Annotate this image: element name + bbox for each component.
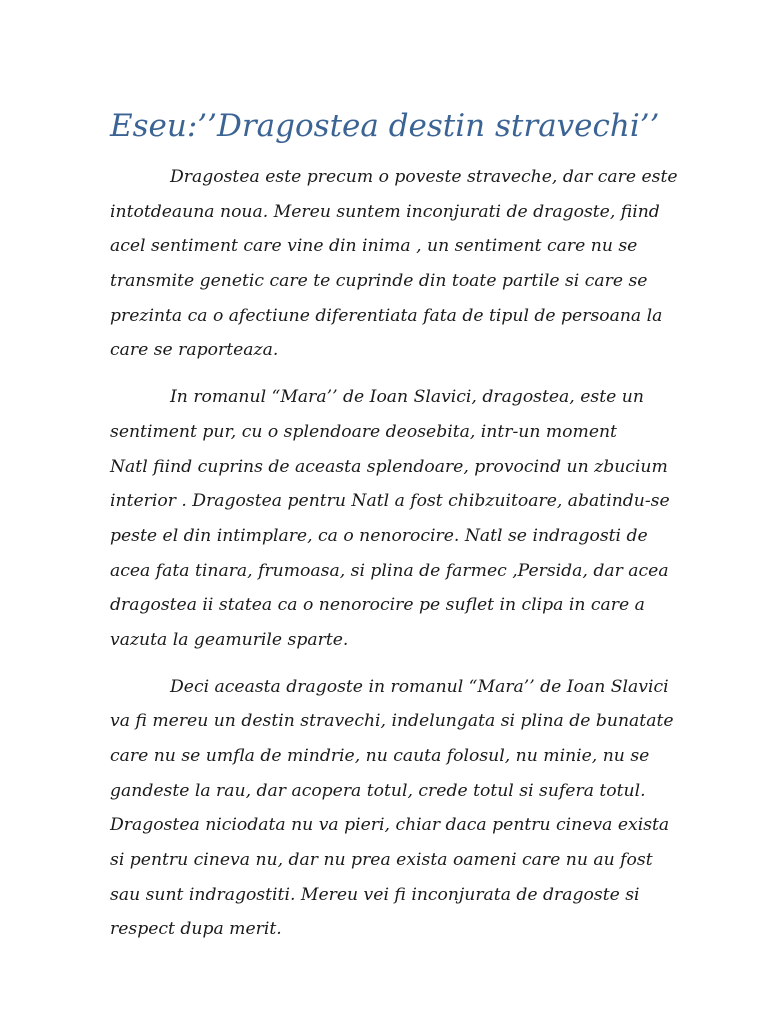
- text-line: acea fata tinara, frumoasa, si plina de farmec ,Persida, dar acea: [110, 560, 669, 581]
- text-line: dragostea ii statea ca o nenorocire pe suflet in clipa in care a: [110, 595, 645, 616]
- text-line: va fi mereu un destin stravechi, indelungata si plina de bunatate: [110, 711, 674, 732]
- text-line: interior . Dragostea pentru Natl a fost chibzuitoare, abatindu-se: [110, 491, 670, 512]
- text-line: si pentru cineva nu, dar nu prea exista oameni care nu au fost: [110, 850, 653, 871]
- text-line: transmite genetic care te cuprinde din toate partile si care se: [110, 271, 648, 292]
- text-line: sentiment pur, cu o splendoare deosebita, intr-un moment: [110, 421, 617, 442]
- text-line: care nu se umfla de mindrie, nu cauta folosul, nu minie, nu se: [110, 746, 650, 766]
- text-line: Dragostea este precum o poveste straveche, dar care este: [170, 167, 678, 187]
- text-line: acel sentiment care vine din inima , un sentiment care nu se: [110, 236, 638, 257]
- text-line: In romanul “Mara’’ de Ioan Slavici, dragostea, este un: [170, 387, 644, 408]
- text-line: Natl fiind cuprins de aceasta splendoare, provocind un zbucium: [110, 456, 668, 477]
- text-line: sau sunt indragostiti. Mereu vei fi inconjurata de dragoste si: [110, 884, 640, 905]
- essay-body: [110, 160, 720, 959]
- essay-title: Eseu:’’Dragostea destin stravechi’’: [110, 108, 660, 144]
- text-line: care se raporteaza.: [110, 340, 279, 361]
- text-line: respect dupa merit.: [110, 919, 282, 940]
- text-line: vazuta la geamurile sparte.: [110, 629, 349, 650]
- text-line: prezinta ca o afectiune diferentiata fata de tipul de persoana la: [110, 305, 663, 326]
- text-line: Dragostea niciodata nu va pieri, chiar daca pentru cineva exista: [110, 815, 670, 836]
- paragraph: [110, 160, 720, 368]
- paragraph: [110, 670, 720, 948]
- text-line: Deci aceasta dragoste in romanul “Mara’’ de Ioan Slavici: [170, 676, 669, 697]
- paragraph: [110, 380, 720, 658]
- text-line: intotdeauna noua. Mereu suntem inconjurati de dragoste, fiind: [110, 201, 660, 222]
- text-line: gandeste la rau, dar acopera totul, crede totul si sufera totul.: [110, 780, 646, 801]
- text-line: peste el din intimplare, ca o nenorocire. Natl se indragosti de: [110, 525, 648, 546]
